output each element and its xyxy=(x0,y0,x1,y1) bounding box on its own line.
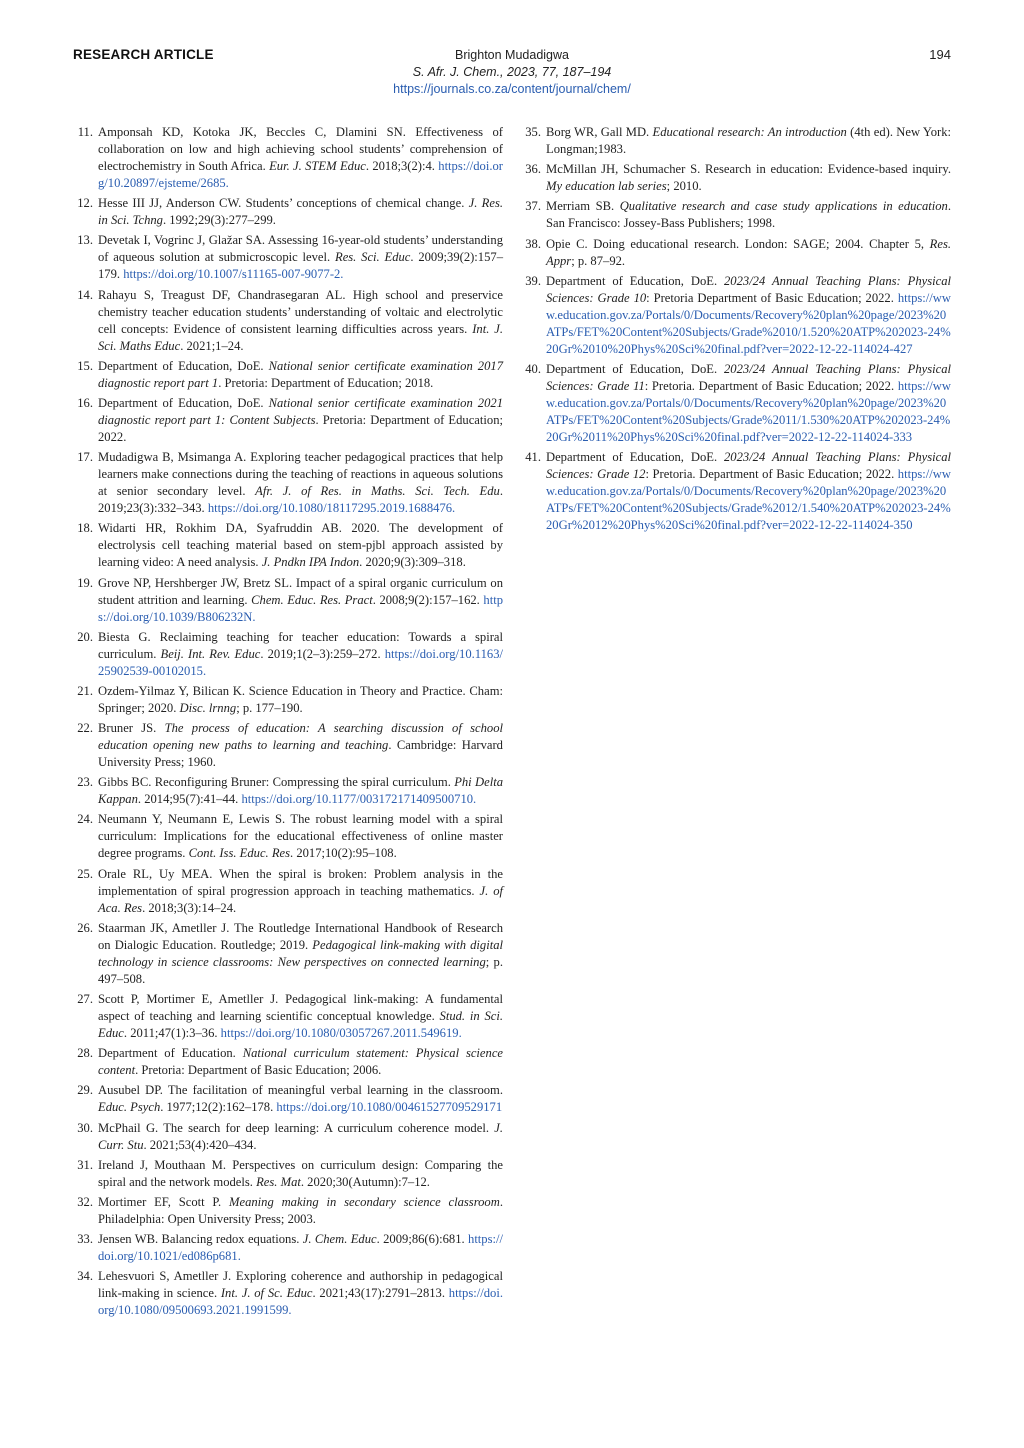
reference-text xyxy=(93,1268,503,1319)
reference-item xyxy=(73,395,503,446)
reference-text xyxy=(93,1082,503,1116)
reference-details: . 2018;3(2):4. xyxy=(365,159,439,173)
reference-number: 28. xyxy=(77,1046,93,1061)
reference-number: 38. xyxy=(525,236,541,251)
reference-details: . 2020;9(3):309–318. xyxy=(359,555,466,570)
reference-number: 35. xyxy=(525,125,541,139)
reference-item xyxy=(73,1120,503,1154)
reference-source: Afr. J. of Res. in Maths. Sci. Tech. Edu xyxy=(255,484,500,499)
reference-number: 15. xyxy=(77,358,93,373)
reference-details: : Pretoria Department of Basic Education; 2022. xyxy=(646,290,898,305)
reference-number: 21. xyxy=(77,683,93,698)
reference-number: 25. xyxy=(77,866,93,881)
reference-link[interactable]: https://doi.org/10.1080/03057267.2011.549619. xyxy=(220,1026,462,1040)
reference-details: . 1992;29(3):277–299. xyxy=(162,213,276,228)
reference-authors-title: McMillan JH, Schumacher S. Research in education: Evidence-based inquiry. xyxy=(546,162,951,177)
reference-item xyxy=(73,1082,503,1116)
reference-item xyxy=(521,361,951,446)
reference-authors-title: Scott P, Mortimer E, Ametller J. Pedagogical link-making: A fundamental aspect of teaching and learning scientific conceptual knowledge. xyxy=(98,992,503,1023)
reference-source: Pedagogical link-making with digital technology in science classrooms: New perspectives on connected learning xyxy=(98,937,503,969)
reference-authors-title: Amponsah KD, Kotoka JK, Beccles C, Dlamini SN. Effectiveness of collaboration on low and high achieving school students’ comprehension of electrochemistry in South Africa. xyxy=(98,125,503,173)
reference-source: Eur. J. STEM Educ xyxy=(269,159,366,173)
reference-text xyxy=(93,774,503,808)
reference-item xyxy=(521,124,951,158)
reference-link[interactable]: https://doi.org/10.1039/B806232N. xyxy=(98,592,503,624)
running-header xyxy=(312,47,712,98)
reference-source: Int. J. of Sc. Educ xyxy=(220,1286,313,1301)
reference-details: . 2009;86(6):681. xyxy=(376,1232,469,1247)
reference-item xyxy=(73,920,503,988)
reference-source: J. Res. in Sci. Tchng xyxy=(98,196,504,228)
reference-number: 32. xyxy=(77,1194,93,1209)
reference-text xyxy=(93,720,503,771)
reference-item xyxy=(73,629,503,680)
reference-item xyxy=(521,449,951,534)
page-number: 194 xyxy=(929,47,951,62)
reference-details: . 2021;1–24. xyxy=(180,338,244,353)
reference-authors-title: Mortimer EF, Scott P. xyxy=(98,1194,229,1209)
reference-authors-title: Devetak I, Vogrinc J, Glažar SA. Assessing 16-year-old students’ understanding of aqueous solution at submicroscopic level. xyxy=(98,233,503,265)
reference-authors-title: Staarman JK, Ametller J. The Routledge International Handbook of Research on Dialogic Education. Routledge; 2019. xyxy=(98,920,503,952)
reference-source: Res. Sci. Educ xyxy=(335,250,411,265)
reference-text xyxy=(93,991,503,1042)
reference-text xyxy=(541,273,951,358)
reference-link[interactable]: https://doi.org/10.1021/ed086p681. xyxy=(98,1232,504,1264)
reference-text xyxy=(93,1120,503,1154)
reference-authors-title: Department of Education, DoE. xyxy=(546,273,724,288)
reference-details: ; 2010. xyxy=(666,179,702,194)
reference-authors-title: Department of Education. xyxy=(98,1046,243,1061)
reference-details: (4th ed). New York: Longman;1983. xyxy=(546,125,952,156)
reference-item xyxy=(73,195,503,229)
reference-text xyxy=(93,1157,503,1191)
reference-source: National senior certificate examination 2017 diagnostic report part 1 xyxy=(98,358,503,390)
reference-text xyxy=(541,449,951,534)
reference-text xyxy=(93,683,503,717)
reference-item xyxy=(73,1045,503,1079)
reference-source: J. Curr. Stu xyxy=(98,1120,503,1152)
reference-item xyxy=(73,1157,503,1191)
reference-text xyxy=(93,1194,503,1228)
reference-number: 19. xyxy=(77,575,93,590)
reference-source: Educational research: An introduction xyxy=(652,125,847,139)
reference-details: . 2018;3(3):14–24. xyxy=(142,900,237,915)
reference-source: 2023/24 Annual Teaching Plans: Physical Sciences: Grade 10 xyxy=(546,273,952,305)
reference-text xyxy=(93,124,503,192)
reference-item xyxy=(73,287,503,355)
reference-text xyxy=(93,232,503,283)
reference-authors-title: Lehesvuori S, Ametller J. Exploring coherence and authorship in pedagogical link-making in science. xyxy=(98,1269,503,1301)
reference-authors-title: Merriam SB. xyxy=(546,199,620,214)
reference-details: . Philadelphia: Open University Press; 2003. xyxy=(98,1194,503,1226)
reference-text xyxy=(93,811,503,862)
reference-authors-title: Ausubel DP. The facilitation of meaningful verbal learning in the classroom. xyxy=(98,1083,503,1098)
section-label: RESEARCH ARTICLE xyxy=(73,47,214,62)
reference-authors-title: Gibbs BC. Reconfiguring Bruner: Compressing the spiral curriculum. xyxy=(98,775,455,790)
reference-item xyxy=(521,198,951,232)
reference-source: National curriculum statement: Physical science content xyxy=(98,1046,503,1078)
reference-details: . 2014;95(7):41–44. xyxy=(137,792,242,807)
reference-number: 24. xyxy=(77,812,93,827)
reference-item xyxy=(73,1268,503,1319)
reference-details: ; p. 87–92. xyxy=(571,253,626,268)
reference-source: 2023/24 Annual Teaching Plans: Physical Sciences: Grade 12 xyxy=(546,450,952,482)
reference-item xyxy=(73,1231,503,1265)
reference-details: . 2008;9(2):157–162. xyxy=(372,592,484,607)
reference-details: . 2021;53(4):420–434. xyxy=(143,1137,257,1152)
reference-number: 29. xyxy=(77,1083,93,1098)
reference-link[interactable]: https://doi.org/10.1007/s11165-007-9077-2. xyxy=(123,267,344,282)
reference-number: 20. xyxy=(77,629,93,644)
reference-authors-title: Hesse III JJ, Anderson CW. Students’ conceptions of chemical change. xyxy=(98,196,469,211)
reference-details: . 2017;10(2):95–108. xyxy=(290,846,397,861)
reference-link[interactable]: https://doi.org/10.20897/ejsteme/2685. xyxy=(98,159,503,190)
reference-source: 2023/24 Annual Teaching Plans: Physical Sciences: Grade 11 xyxy=(546,361,952,393)
reference-details: . Pretoria: Department of Basic Education; 2006. xyxy=(135,1063,382,1078)
reference-item xyxy=(73,358,503,392)
reference-authors-title: Ireland J, Mouthaan M. Perspectives on curriculum design: Comparing the spiral and the network models. xyxy=(98,1157,503,1189)
reference-number: 26. xyxy=(77,920,93,935)
reference-number: 36. xyxy=(525,162,541,177)
reference-number: 18. xyxy=(77,521,93,536)
reference-source: Cont. Iss. Educ. Res xyxy=(188,846,291,861)
reference-number: 40. xyxy=(525,361,541,376)
reference-link[interactable]: https://www.education.gov.za/Portals/0/Documents/Recovery%20plan%20page/2023%20ATPs/FET%20Content%20Subjects/Grade%2012/1.540%20ATP%202023-24%20Gr%2012%20Phys%20Sci%20final.pdf?ver=2022-12-22-114024-350 xyxy=(546,467,951,533)
reference-source: Phi Delta Kappan xyxy=(98,775,503,807)
reference-authors-title: Bruner JS. xyxy=(98,721,165,736)
reference-details: . 1977;12(2):162–178. xyxy=(160,1100,277,1115)
reference-text xyxy=(93,520,503,571)
reference-source: Res. Mat xyxy=(256,1174,301,1189)
reference-text xyxy=(541,361,951,446)
reference-authors-title: Grove NP, Hershberger JW, Bretz SL. Impact of a spiral organic curriculum on student attrition and learning. xyxy=(98,575,503,607)
reference-item xyxy=(73,1194,503,1228)
reference-item xyxy=(73,124,503,192)
reference-details: ; p. 497–508. xyxy=(98,954,503,986)
reference-source: J. Pndkn IPA Indon xyxy=(261,555,360,570)
reference-link[interactable]: https://doi.org/10.1163/25902539-00102015. xyxy=(98,646,503,678)
reference-text xyxy=(93,358,503,392)
reference-number: 37. xyxy=(525,199,541,214)
author-name: Brighton Mudadigwa xyxy=(455,48,569,62)
reference-link[interactable]: https://doi.org/10.1080/09500693.2021.1991599. xyxy=(98,1286,503,1318)
reference-details: . Pretoria: Department of Education; 2018. xyxy=(218,375,434,390)
reference-details: . 2021;43(17):2791–2813. xyxy=(312,1286,449,1301)
reference-item xyxy=(73,720,503,771)
reference-source: J. of Aca. Res xyxy=(98,883,503,915)
references-left-column xyxy=(73,124,503,1323)
reference-item xyxy=(73,811,503,862)
reference-number: 33. xyxy=(77,1232,93,1247)
reference-item xyxy=(73,683,503,717)
reference-authors-title: Department of Education, DoE. xyxy=(98,358,269,373)
reference-item xyxy=(521,273,951,358)
reference-authors-title: Jensen WB. Balancing redox equations. xyxy=(98,1232,303,1247)
reference-number: 16. xyxy=(77,395,93,410)
reference-item xyxy=(73,575,503,626)
reference-item xyxy=(73,449,503,517)
reference-source: Stud. in Sci. Educ xyxy=(98,1009,503,1040)
reference-details: . San Francisco: Jossey-Bass Publishers; 1998. xyxy=(546,199,951,231)
reference-text xyxy=(93,575,503,626)
reference-text xyxy=(93,449,503,517)
reference-authors-title: Ozdem-Yilmaz Y, Bilican K. Science Education in Theory and Practice. Cham: Springer; 2020. xyxy=(98,683,503,715)
reference-number: 14. xyxy=(77,287,93,302)
reference-details: . 2020;30(Autumn):7–12. xyxy=(300,1174,430,1189)
reference-source: Qualitative research and case study applications in education xyxy=(619,199,948,214)
reference-authors-title: Department of Education, DoE. xyxy=(98,395,269,410)
reference-source: Beij. Int. Rev. Educ xyxy=(160,646,261,661)
reference-text xyxy=(93,920,503,988)
reference-source: Res. Appr xyxy=(546,236,951,268)
reference-number: 30. xyxy=(77,1120,93,1135)
reference-authors-title: Widarti HR, Rokhim DA, Syafruddin AB. 2020. The development of electrolysis cell teaching material based on stem-pjbl approach assisted by learning video: A need analysis. xyxy=(98,521,503,570)
reference-text xyxy=(93,1231,503,1265)
reference-item xyxy=(73,520,503,571)
reference-text xyxy=(541,161,951,195)
reference-text xyxy=(541,124,951,158)
reference-link[interactable]: https://doi.org/10.1080/18117295.2019.1688476. xyxy=(207,501,456,516)
reference-text xyxy=(93,195,503,229)
reference-link[interactable]: https://www.education.gov.za/Portals/0/Documents/Recovery%20plan%20page/2023%20ATPs/FET%20Content%20Subjects/Grade%2011/1.530%20ATP%202023-24%20Gr%2011%20Phys%20Sci%20final.pdf?ver=2022-12-22-114024-333 xyxy=(546,378,951,444)
reference-details: . 2019;1(2–3):259–272. xyxy=(260,646,385,661)
reference-details: . 2009;39(2):157–179. xyxy=(98,250,503,282)
reference-authors-title: Mudadigwa B, Msimanga A. Exploring teacher pedagogical practices that help learners make connections during the teaching of reactions in aqueous solutions at senior secondary level. xyxy=(98,450,503,499)
reference-details: : Pretoria. Department of Basic Education; 2022. xyxy=(644,378,898,393)
reference-item xyxy=(73,232,503,283)
reference-item xyxy=(521,236,951,270)
journal-citation: S. Afr. J. Chem., 2023, 77, 187–194 xyxy=(412,65,612,79)
reference-item xyxy=(73,991,503,1042)
reference-text xyxy=(93,395,503,446)
reference-details: ; p. 177–190. xyxy=(236,700,303,715)
reference-source: Chem. Educ. Res. Pract xyxy=(251,592,373,607)
reference-authors-title: Neumann Y, Neumann E, Lewis S. The robust learning model with a spiral curriculum: Implications for the educational effectiveness of online master degree programs. xyxy=(98,812,503,861)
reference-link[interactable]: https://doi.org/10.1177/003172171409500710. xyxy=(241,792,477,807)
reference-source: The process of education: A searching discussion of school education opening new paths to learning and teaching xyxy=(98,721,503,753)
reference-text xyxy=(93,1045,503,1079)
reference-number: 31. xyxy=(77,1157,93,1172)
reference-details: . Cambridge: Harvard University Press; 1960. xyxy=(98,738,503,770)
reference-item xyxy=(73,866,503,917)
reference-item xyxy=(73,774,503,808)
reference-authors-title: Orale RL, Uy MEA. When the spiral is broken: Problem analysis in the implementation of spiral progression approach in teaching mathematics. xyxy=(98,866,503,898)
reference-number: 34. xyxy=(77,1269,93,1284)
reference-details: . 2019;23(3):332–343. xyxy=(98,484,503,516)
reference-number: 39. xyxy=(525,273,541,288)
reference-link[interactable]: https://doi.org/10.1080/00461527709529171 xyxy=(276,1100,503,1115)
reference-number: 22. xyxy=(77,721,93,736)
reference-number: 11. xyxy=(77,125,93,139)
reference-text xyxy=(93,287,503,355)
reference-source: My education lab series xyxy=(546,179,667,194)
reference-authors-title: Department of Education, DoE. xyxy=(546,450,724,465)
reference-authors-title: McPhail G. The search for deep learning: A curriculum coherence model. xyxy=(98,1120,495,1135)
reference-authors-title: Department of Education, DoE. xyxy=(546,361,724,376)
reference-link[interactable]: https://www.education.gov.za/Portals/0/Documents/Recovery%20plan%20page/2023%20ATPs/FET%20Content%20Subjects/Grade%2010/1.520%20ATP%202023-24%20Gr%2010%20Phys%20Sci%20final.pdf?ver=2022-12-22-114024-427 xyxy=(546,290,951,356)
reference-text xyxy=(93,866,503,917)
reference-authors-title: Rahayu S, Treagust DF, Chandrasegaran AL. High school and preservice chemistry teacher education students’ understanding of voltaic and electrolytic cell concepts: Evidence of consistent learning difficulties across years. xyxy=(98,287,503,336)
reference-source: Meaning making in secondary science classroom xyxy=(229,1194,500,1209)
reference-source: Int. J. Sci. Maths Educ xyxy=(98,321,503,353)
reference-number: 17. xyxy=(77,450,93,465)
reference-text xyxy=(541,236,951,270)
reference-authors-title: Borg WR, Gall MD. xyxy=(546,125,653,139)
reference-details: : Pretoria. Department of Basic Education; 2022. xyxy=(645,467,898,482)
reference-number: 41. xyxy=(525,450,541,465)
reference-number: 13. xyxy=(77,233,93,248)
reference-details: . Pretoria: Department of Education; 2022. xyxy=(98,412,503,444)
reference-number: 23. xyxy=(77,775,93,790)
reference-text xyxy=(541,198,951,232)
reference-source: Educ. Psych xyxy=(98,1100,161,1115)
reference-text xyxy=(93,629,503,680)
reference-source: National senior certificate examination 2021 diagnostic report part 1: Content Subjects xyxy=(98,395,503,427)
reference-item xyxy=(521,161,951,195)
reference-number: 27. xyxy=(77,992,93,1006)
reference-number: 12. xyxy=(77,196,93,211)
reference-source: Disc. lrnng xyxy=(179,700,237,715)
journal-link[interactable]: https://journals.co.za/content/journal/chem/ xyxy=(393,82,631,96)
reference-source: J. Chem. Educ xyxy=(302,1232,377,1247)
reference-authors-title: Opie C. Doing educational research. London: SAGE; 2004. Chapter 5, xyxy=(546,236,930,251)
references-right-column xyxy=(521,124,951,537)
reference-authors-title: Biesta G. Reclaiming teaching for teacher education: Towards a spiral curriculum. xyxy=(98,629,503,661)
reference-details: . 2011;47(1):3–36. xyxy=(123,1026,221,1040)
